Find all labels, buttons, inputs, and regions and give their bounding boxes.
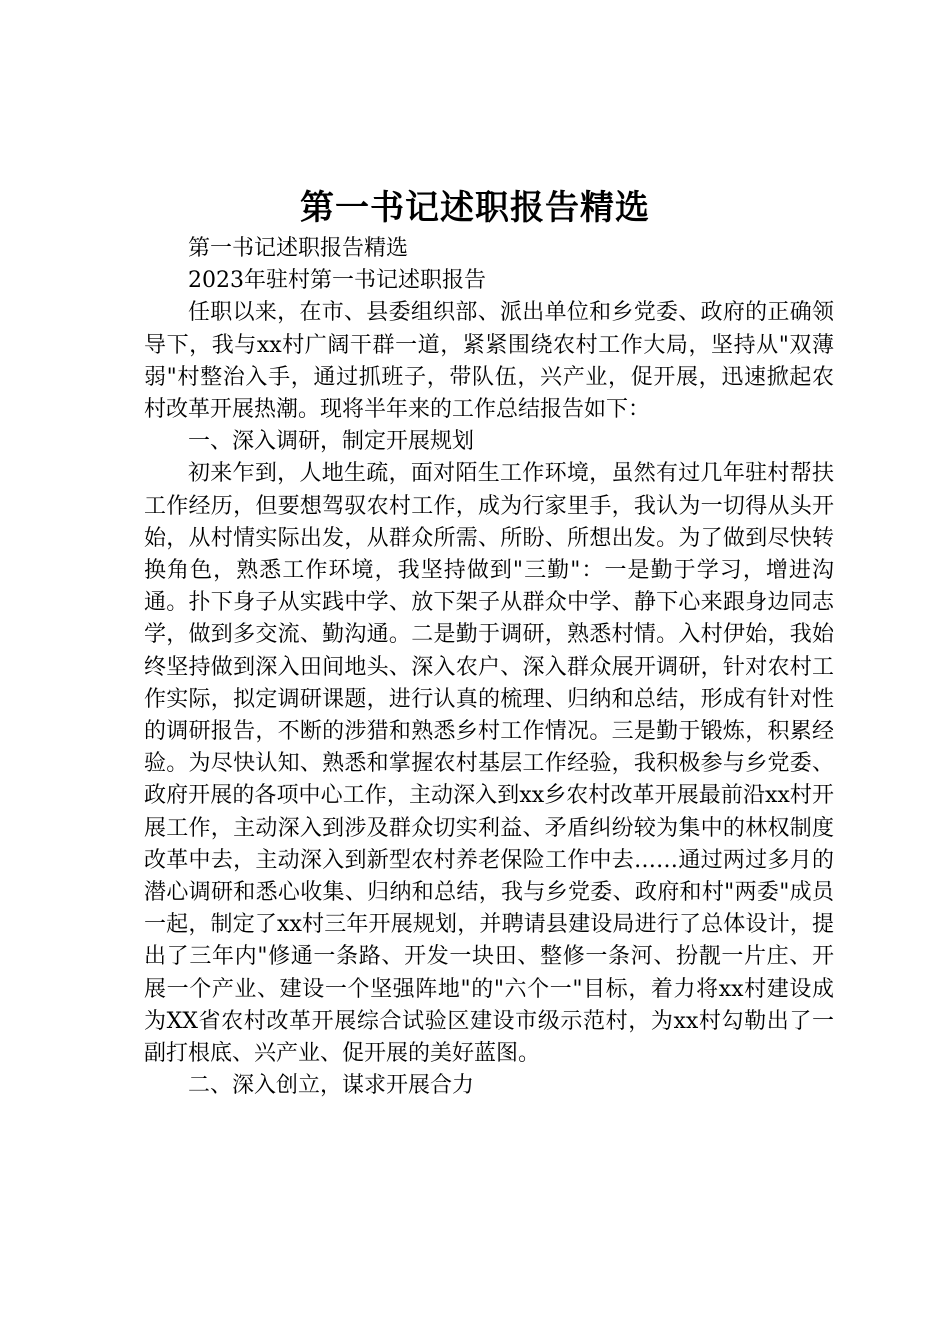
document-title: 第一书记述职报告精选	[300, 188, 650, 228]
paragraph-report-name: 2023年驻村第一书记述职报告	[188, 268, 486, 294]
paragraph-intro: 任职以来，在市、县委组织部、派出单位和乡党委、政府的正确领导下，我与xx村广阔干群一道，紧紧围绕农村工作大局，坚持从"双薄弱"村整治入手，通过抓班子，带队伍，兴产业，促开展，迅速掀起农村改革开展热潮。现将半年来的工作总结报告如下：	[144, 300, 834, 423]
paragraph-section-1: 初来乍到，人地生疏，面对陌生工作环境，虽然有过几年驻村帮扶工作经历，但要想驾驭农村工作，成为行家里手，我认为一切得从头开始，从村情实际出发，从群众所需、所盼、所想出发。为了做到尽快转换角色，熟悉工作环境，我坚持做到"三勤"：一是勤于学习，增进沟通。扑下身子从实践中学、放下架子从群众中学、静下心来跟身边同志学，做到多交流、勤沟通。二是勤于调研，熟悉村情。入村伊始，我始终坚持做到深入田间地头、深入农户、深入群众展开调研，针对农村工作实际，拟定调研课题，进行认真的梳理、归纳和总结，形成有针对性的调研报告，不断的涉猎和熟悉乡村工作情况。三是勤于锻炼，积累经验。为尽快认知、熟悉和掌握农村基层工作经验，我积极参与乡党委、政府开展的各项中心工作，主动深入到xx乡农村改革开展最前沿xx村开展工作，主动深入到涉及群众切实利益、矛盾纠纷较为集中的林权制度改革中去，主动深入到新型农村养老保险工作中去……通过两过多月的潜心调研和悉心收集、归纳和总结，我与乡党委、政府和村"两委"成员一起，制定了xx村三年开展规划，并聘请县建设局进行了总体设计，提出了三年内"修通一条路、开发一块田、整修一条河、扮靓一片庄、开展一个产业、建设一个坚强阵地"的"六个一"目标，着力将xx村建设成为XX省农村改革开展综合试验区建设市级示范村，为xx村勾勒出了一副打根底、兴产业、促开展的美好蓝图。	[144, 461, 834, 1067]
document-body	[144, 233, 834, 1102]
section-heading-1: 一、深入调研，制定开展规划	[188, 429, 475, 455]
paragraph-subtitle: 第一书记述职报告精选	[188, 236, 409, 261]
section-heading-2: 二、深入创立，谋求开展合力	[188, 1073, 475, 1099]
